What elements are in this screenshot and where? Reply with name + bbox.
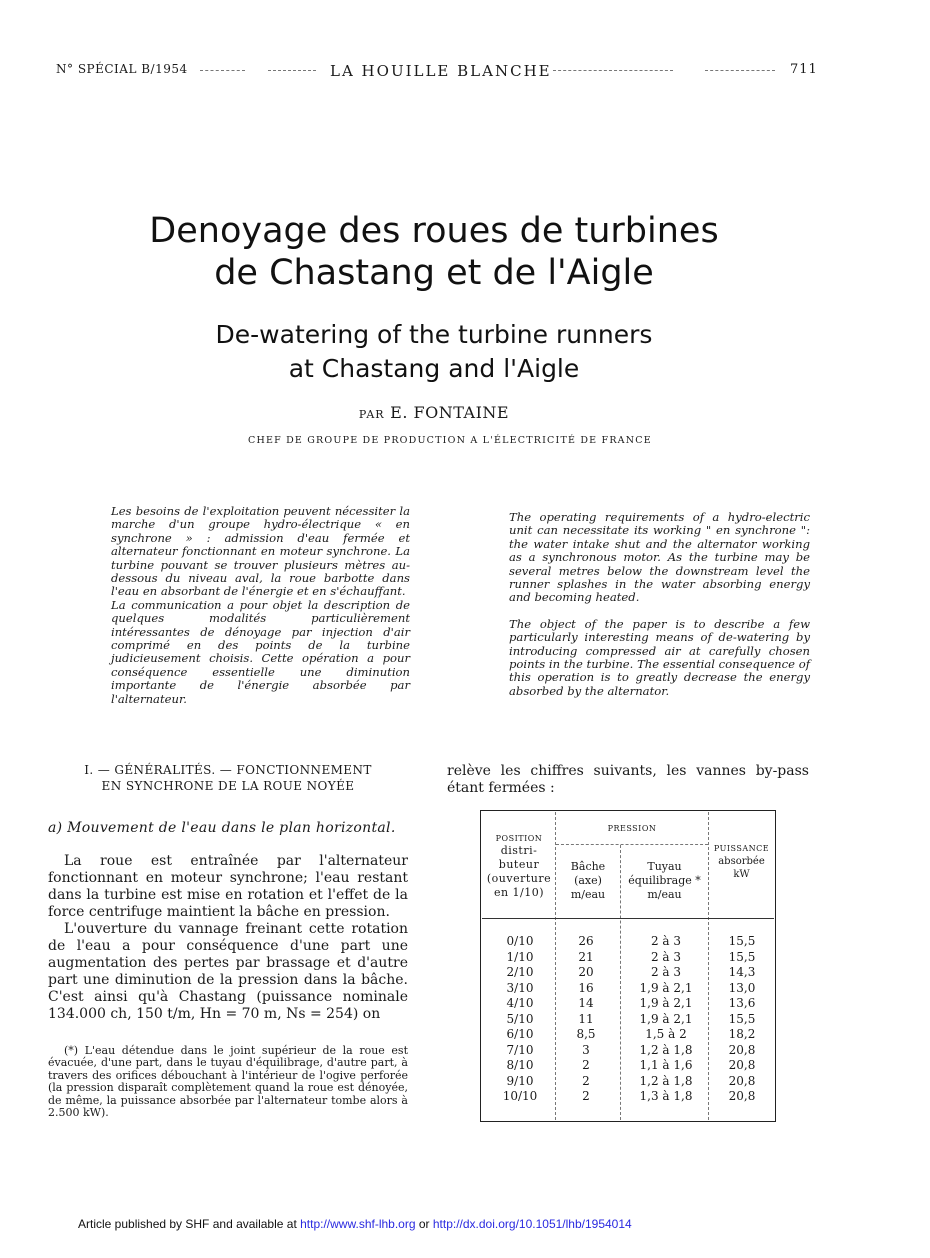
abstract-english bbox=[509, 511, 810, 698]
table-cell: 2 bbox=[582, 1073, 590, 1088]
column-header-pression: PRESSION bbox=[607, 824, 657, 833]
table-cell: 7/10 bbox=[506, 1042, 534, 1057]
title-french-line: Denoyage des roues de turbines bbox=[149, 211, 719, 251]
footnote bbox=[48, 1045, 408, 1119]
column-header-line: m/eau bbox=[647, 888, 682, 901]
table-cell: 20,8 bbox=[728, 1073, 756, 1088]
issue-label: N° SPÉCIAL B/1954 bbox=[56, 62, 188, 76]
table-cell: 20,8 bbox=[728, 1042, 756, 1057]
header-rule bbox=[553, 70, 673, 71]
table-cell: 1,2 à 1,8 bbox=[639, 1042, 693, 1057]
header-rule bbox=[200, 70, 245, 71]
column-bache-values bbox=[558, 934, 614, 1105]
section-heading-line: I. — GÉNÉRALITÉS. — FONCTIONNEMENT bbox=[84, 763, 372, 777]
table-cell: 9/10 bbox=[506, 1073, 534, 1088]
table-cell: 16 bbox=[578, 980, 594, 995]
publication-footer bbox=[78, 1217, 632, 1231]
table-cell: 1,9 à 2,1 bbox=[639, 996, 693, 1010]
table-cell: 3 bbox=[582, 1042, 590, 1057]
footer-text: Article published by SHF and available at bbox=[78, 1217, 301, 1231]
table-cell: 8,5 bbox=[576, 1027, 596, 1041]
column-puissance-values bbox=[714, 934, 770, 1105]
column-header-line: (ouverture bbox=[486, 872, 552, 885]
table-cell: 1,3 à 1,8 bbox=[639, 1089, 693, 1103]
table-cell: 10/10 bbox=[502, 1089, 538, 1103]
column-header-line: distri- bbox=[500, 844, 538, 857]
header-rule bbox=[268, 70, 316, 71]
table-cell: 0/10 bbox=[506, 934, 534, 948]
table-cell: 21 bbox=[578, 949, 594, 964]
body-paragraph: L'ouverture du vannage freinant cette rotation de l'eau a pour conséquence d'une part une augmentation des pertes par brassage et d'autre part une diminution de la pression dans la bâche. C'est ainsi qu'à Chastang (puissance nominale 134.000 ch, 150 t/m, Hn = 70 m, Ns = 254) on bbox=[48, 921, 408, 1022]
author-prefix: PAR bbox=[358, 408, 385, 421]
author-affiliation: CHEF DE GROUPE DE PRODUCTION A L'ÉLECTRICITÉ DE FRANCE bbox=[248, 435, 652, 446]
subsection-heading: a) Mouvement de l'eau dans le plan horizontal. bbox=[48, 820, 396, 836]
title-french bbox=[0, 210, 868, 294]
column-header-line: en 1/10) bbox=[493, 886, 545, 899]
column-header-bache bbox=[556, 860, 620, 902]
table-cell: 1/10 bbox=[506, 949, 534, 964]
author-name: E. FONTAINE bbox=[390, 403, 510, 422]
title-english-line: De-watering of the turbine runners bbox=[215, 320, 653, 349]
table-cell: 2/10 bbox=[506, 965, 534, 979]
table-cell: 15,5 bbox=[728, 1011, 756, 1026]
table-cell: 14,3 bbox=[728, 965, 756, 979]
table-cell: 15,5 bbox=[728, 934, 756, 948]
table-cell: 1,5 à 2 bbox=[645, 1027, 687, 1041]
header-rule bbox=[705, 70, 775, 71]
table-cell: 8/10 bbox=[506, 1058, 534, 1072]
footnote-text: (*) L'eau détendue dans le joint supérieur de la roue est évacuée, d'une part, dans le tuyau d'équilibrage, d'autre part, à travers des orifices débouchant à l'intérieur de l'ogive perforée (la pression disparaît complètement quand la roue est dénoyée, de même, la puissance absorbée par l'alternateur tombe alors à 2.500 kW). bbox=[48, 1044, 408, 1120]
table-cell: 6/10 bbox=[506, 1027, 534, 1041]
column-header-puissance bbox=[709, 842, 774, 881]
table-cell: 2 à 3 bbox=[650, 934, 682, 948]
column-header-tuyau bbox=[621, 860, 708, 902]
table-cell: 1,1 à 1,6 bbox=[639, 1058, 693, 1072]
column-tuyau-values bbox=[624, 934, 708, 1105]
title-french-line: de Chastang et de l'Aigle bbox=[214, 253, 654, 293]
abstract-paragraph: The object of the paper is to describe a few particularly interesting means of de-watering by introducing compressed air at carefully chosen points in the turbine. The essential consequence of this operation is to greatly decrease the energy absorbed by the alternator. bbox=[509, 616, 810, 698]
table-cell: 26 bbox=[578, 934, 594, 948]
table-cell: 14 bbox=[578, 996, 594, 1010]
table-cell: 13,6 bbox=[728, 996, 756, 1010]
table-header-rule bbox=[482, 918, 774, 919]
footer-link-doi[interactable]: http://dx.doi.org/10.1051/lhb/1954014 bbox=[432, 1217, 632, 1231]
table-cell: 2 à 3 bbox=[650, 965, 682, 979]
table-cell: 18,2 bbox=[728, 1027, 756, 1041]
section-heading bbox=[78, 762, 378, 794]
abstract-french bbox=[111, 505, 410, 706]
abstract-paragraph: The operating requirements of a hydro-electric unit can necessitate its working " en synchrone ": the water intake shut and the alternator working as a synchronous motor. As the turbine may be several metres below the downstream level the runner splashes in the water absorbing energy and becoming heated. bbox=[509, 510, 810, 605]
table-cell: 3/10 bbox=[506, 980, 534, 995]
body-paragraph: La roue est entraînée par l'alternateur fonctionnant en moteur synchrone; l'eau restant dans la turbine est mise en rotation et l'effet de la force centrifuge maintient la bâche en pression. bbox=[48, 853, 408, 920]
table-cell: 1,9 à 2,1 bbox=[639, 1011, 693, 1026]
page-number: 711 bbox=[790, 62, 818, 77]
table-cell: 5/10 bbox=[506, 1011, 534, 1026]
column-header-line: PUISSANCE bbox=[713, 844, 770, 853]
abstract-paragraph: La communication a pour objet la description de quelques modalités particulièrement intéressantes de dénoyage par injection d'air comprimé en des points de la turbine judicieusement choisis. Cette opération a pour conséquence essentielle une diminution importante de l'énergie absorbée par l'alternateur. bbox=[111, 597, 410, 706]
table-cell: 2 à 3 bbox=[650, 949, 682, 964]
table-cell: 4/10 bbox=[506, 996, 534, 1010]
body-text bbox=[48, 853, 408, 1023]
table-column-divider bbox=[555, 812, 556, 1120]
table-cell: 11 bbox=[578, 1011, 594, 1026]
table-intro-text: relève les chiffres suivants, les vannes by-pass étant fermées : bbox=[447, 763, 809, 796]
column-header-line: (axe) bbox=[574, 874, 602, 887]
table-header-rule bbox=[556, 844, 708, 845]
table-cell: 1,9 à 2,1 bbox=[639, 980, 693, 995]
column-header-line: absorbée bbox=[718, 856, 765, 867]
table-cell: 20 bbox=[578, 965, 594, 979]
table-cell: 20,8 bbox=[728, 1058, 756, 1072]
title-english bbox=[0, 318, 868, 386]
table-cell: 2 bbox=[582, 1058, 590, 1072]
table-cell: 20,8 bbox=[728, 1089, 756, 1103]
table-cell: 2 bbox=[582, 1089, 590, 1103]
column-position-values bbox=[495, 934, 545, 1105]
column-header-line: POSITION bbox=[495, 834, 543, 843]
table-cell: 1,2 à 1,8 bbox=[639, 1073, 693, 1088]
column-header-line: kW bbox=[733, 869, 750, 880]
column-header-line: Bâche bbox=[570, 860, 606, 873]
column-header-line: buteur bbox=[498, 858, 540, 871]
footer-link-shf[interactable]: http://www.shf-lhb.org bbox=[300, 1217, 416, 1231]
column-header-line: équilibrage * bbox=[628, 874, 701, 887]
abstract-paragraph: Les besoins de l'exploitation peuvent nécessiter la marche d'un groupe hydro-électrique « en synchrone » : admission d'eau fermée et alternateur fonctionnant en moteur synchrone. La turbine pouvant se trouver plusieurs mètres au-dessous du niveau aval, la roue barbotte dans l'eau en absorbant de l'énergie et en s'échauffant. bbox=[111, 504, 410, 599]
title-english-line: at Chastang and l'Aigle bbox=[288, 354, 580, 383]
journal-name: LA HOUILLE BLANCHE bbox=[330, 62, 552, 80]
column-header-position bbox=[483, 833, 555, 900]
column-header-line: Tuyau bbox=[647, 860, 682, 873]
author-line bbox=[0, 403, 868, 422]
section-heading-line: EN SYNCHRONE DE LA ROUE NOYÉE bbox=[101, 779, 355, 793]
footer-text: or bbox=[415, 1217, 433, 1231]
table-cell: 13,0 bbox=[728, 980, 756, 995]
table-cell: 15,5 bbox=[728, 949, 756, 964]
column-header-line: m/eau bbox=[570, 888, 606, 901]
